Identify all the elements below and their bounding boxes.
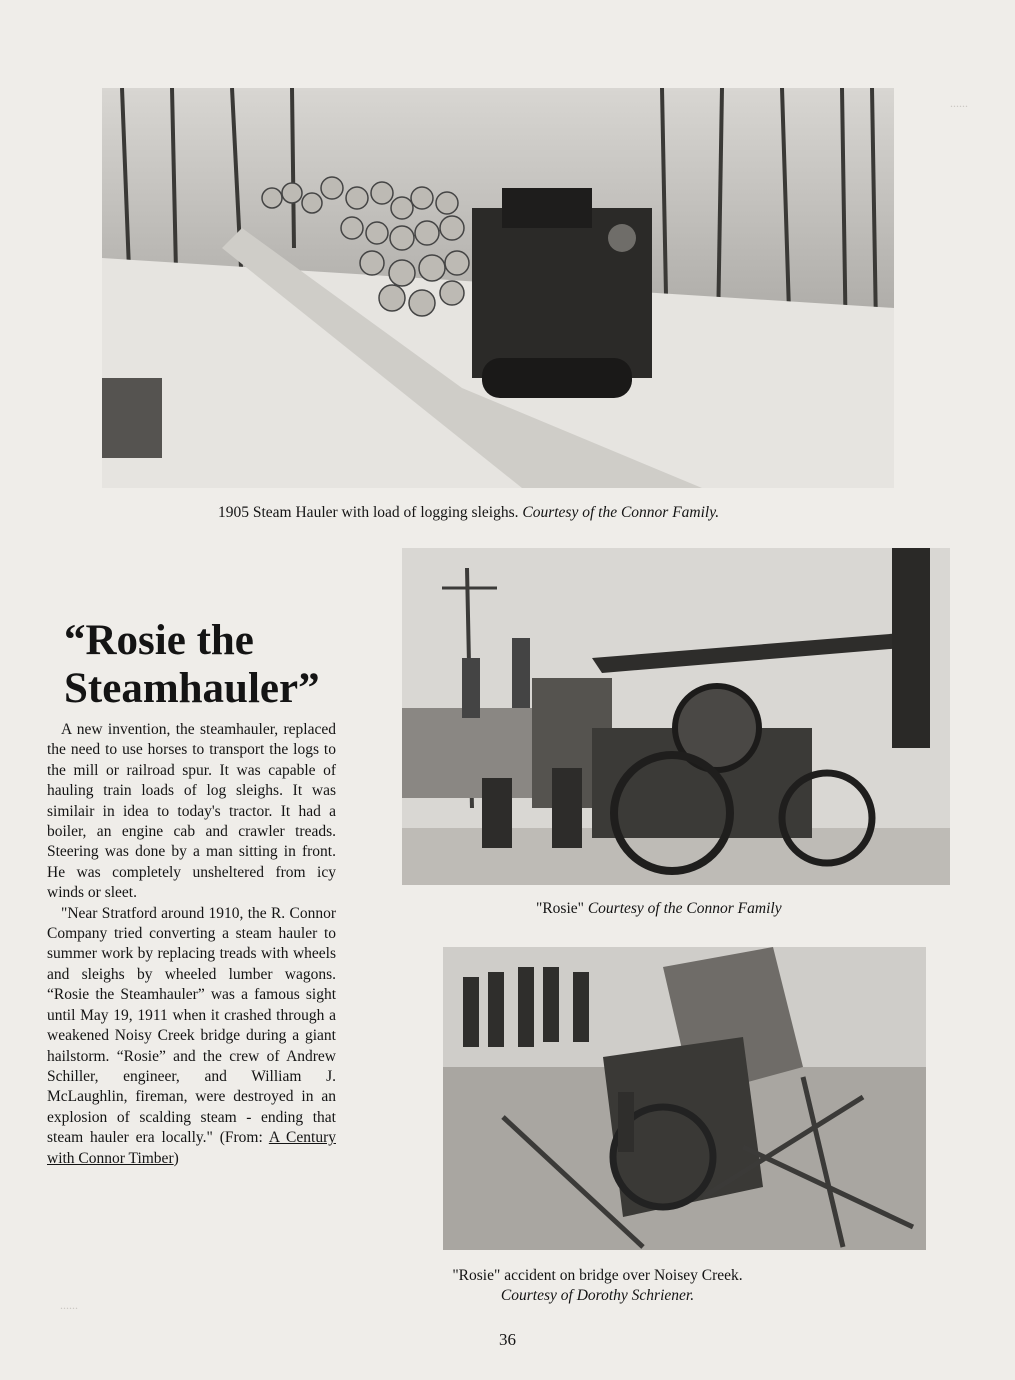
article-body <box>47 720 336 1169</box>
closing-paren: ) <box>173 1149 179 1167</box>
bleed-through-text: ...... <box>950 96 968 110</box>
article-headline <box>64 617 384 713</box>
article-paragraph: A new invention, the steamhauler, replaced the need to use horses to transport the logs to the mill or railroad spur. It was capable of hauling train loads of log sleighs. It was similair in idea to today's tractor. It had a boiler, an engine cab and crawler treads. Steering was done by a man sitting in front. He was completely unsheltered from icy winds or sleet. <box>47 721 336 902</box>
caption-credit: Courtesy of the Connor Family. <box>522 504 720 521</box>
bleed-through-text: ...... <box>60 1298 78 1312</box>
caption-text: "Rosie" accident on bridge over Noisey Creek. <box>452 1267 743 1284</box>
caption-credit: Courtesy of the Connor Family <box>587 900 782 917</box>
article-paragraph-text: "Near Stratford around 1910, the R. Connor Company tried converting a steam hauler to summer work by replacing treads with wheels and sleighs by wheeled lumber wagons. “Rosie the Steamhauler” was a famous sight until May 19, 1911 when it crashed through a weakened Noisy Creek bridge during a giant hailstorm. “Rosie” and the crew of Andrew Schiller, engineer, and William J. McLaughlin, fireman, were destroyed in an explosion of scalding steam - ending that steam hauler era locally." (From: <box>47 904 336 1147</box>
headline-line: Steamhauler” <box>64 665 320 712</box>
caption-text: 1905 Steam Hauler with load of logging sleighs. <box>218 504 523 521</box>
article-paragraph <box>47 904 336 1169</box>
source-title: A Century with Connor Timber <box>47 1129 336 1167</box>
page-number: 36 <box>499 1330 516 1349</box>
photo-bridge-accident <box>443 947 926 1250</box>
photo-caption <box>536 899 782 919</box>
photo-rosie <box>402 548 950 885</box>
photo-caption <box>218 503 719 523</box>
photo-caption <box>0 1266 1015 1306</box>
caption-credit: Courtesy of Dorothy Schriener. <box>500 1287 695 1304</box>
caption-text: "Rosie" <box>536 900 588 917</box>
headline-line: “Rosie the <box>64 617 254 664</box>
photo-steam-hauler-logs <box>102 88 894 488</box>
